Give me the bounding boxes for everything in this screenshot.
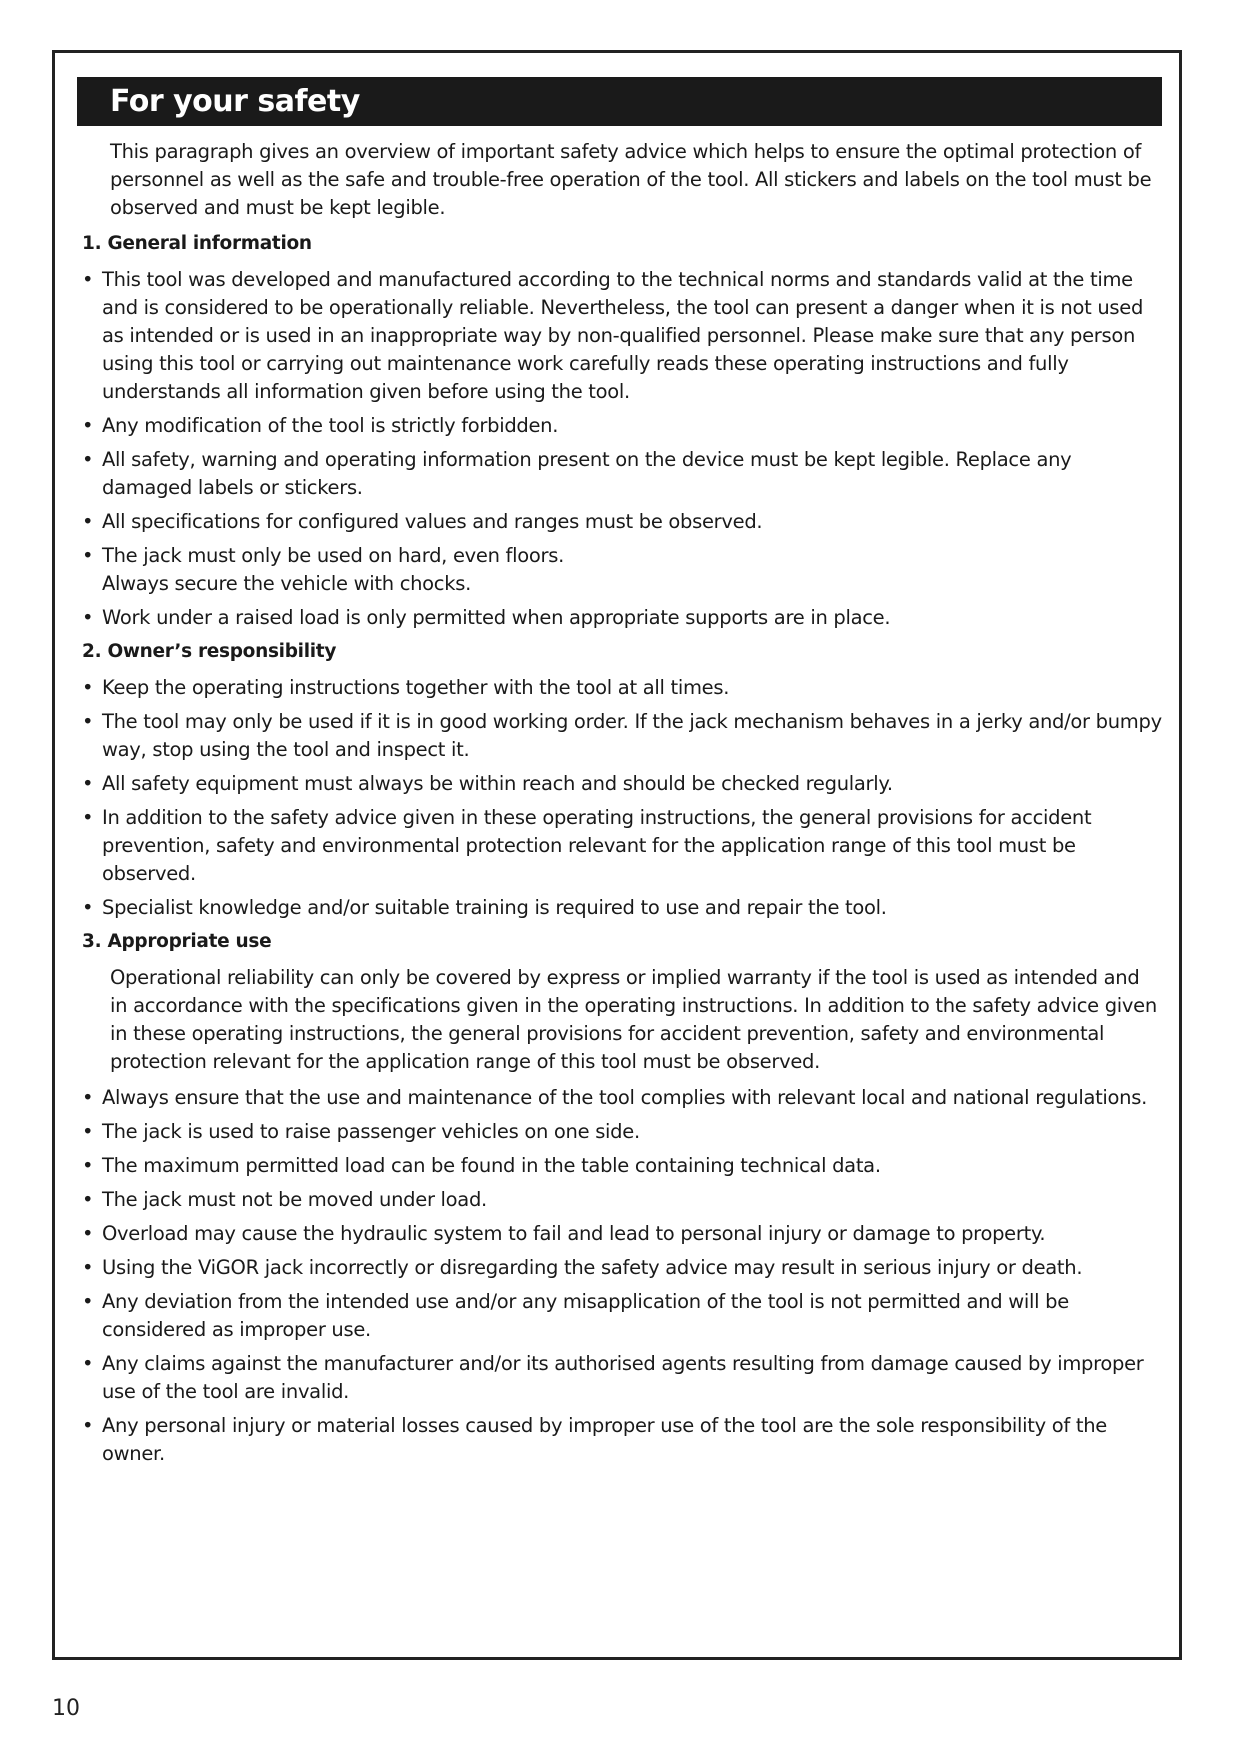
owners-responsibility-list (82, 674, 1162, 922)
list-item-text: The jack must only be used on hard, even floors. Always secure the vehicle with chocks. (102, 544, 564, 595)
list-item (82, 1152, 1162, 1180)
bullet-icon: • (82, 1414, 94, 1437)
list-item-text: All safety equipment must always be within reach and should be checked regularly. (102, 772, 893, 795)
document-body (82, 138, 1162, 1474)
list-item-text: Using the ViGOR jack incorrectly or disregarding the safety advice may result in serious injury or death. (102, 1256, 1083, 1279)
section-heading-appropriate-use: 3. Appropriate use (82, 931, 272, 952)
section-heading-owners-responsibility: 2. Owner’s responsibility (82, 641, 337, 662)
list-item (82, 266, 1162, 406)
intro-paragraph: This paragraph gives an overview of important safety advice which helps to ensure the optimal protection of personnel as well as the safe and trouble-free operation of the tool. All stickers and labels on the tool must be observed and must be kept legible. (110, 140, 1152, 219)
list-item-text: Work under a raised load is only permitted when appropriate supports are in place. (102, 606, 891, 629)
bullet-icon: • (82, 1188, 94, 1211)
bullet-icon: • (82, 1120, 94, 1143)
bullet-icon: • (82, 448, 94, 471)
list-item-text: Specialist knowledge and/or suitable training is required to use and repair the tool. (102, 896, 887, 919)
bullet-icon: • (82, 1222, 94, 1245)
bullet-icon: • (82, 414, 94, 437)
bullet-icon: • (82, 806, 94, 829)
list-item (82, 1254, 1162, 1282)
bullet-icon: • (82, 676, 94, 699)
bullet-icon: • (82, 1086, 94, 1109)
list-item-text: Any claims against the manufacturer and/or its authorised agents resulting from damage caused by improper use of the tool are invalid. (102, 1352, 1144, 1403)
list-item-text: In addition to the safety advice given in these operating instructions, the general provisions for accident prevention, safety and environmental protection relevant for the application range of this tool must be observed. (102, 806, 1092, 885)
list-item-text: All specifications for configured values and ranges must be observed. (102, 510, 763, 533)
bullet-icon: • (82, 772, 94, 795)
bullet-icon: • (82, 1154, 94, 1177)
bullet-icon: • (82, 1256, 94, 1279)
list-item-text: All safety, warning and operating information present on the device must be kept legible. Replace any damaged labels or stickers. (102, 448, 1072, 499)
list-item-text: The jack must not be moved under load. (102, 1188, 487, 1211)
appropriate-use-paragraph: Operational reliability can only be covered by express or implied warranty if the tool is used as intended and in accordance with the specifications given in the operating instructions. In addition to the safety advice given in these operating instructions, the general provisions for accident prevention, safety and environmental protection relevant for the application range of this tool must be observed. (110, 966, 1157, 1073)
list-item (82, 412, 1162, 440)
list-item (82, 1084, 1162, 1112)
list-item (82, 674, 1162, 702)
list-item-text: The maximum permitted load can be found in the table containing technical data. (102, 1154, 881, 1177)
list-item (82, 770, 1162, 798)
list-item (82, 804, 1162, 888)
bullet-icon: • (82, 710, 94, 733)
list-item (82, 894, 1162, 922)
bullet-icon: • (82, 896, 94, 919)
list-item-text: Overload may cause the hydraulic system to fail and lead to personal injury or damage to property. (102, 1222, 1046, 1245)
list-item (82, 1118, 1162, 1146)
section-title: For your safety (77, 77, 1162, 126)
list-item-text: Any personal injury or material losses caused by improper use of the tool are the sole responsibility of the owner. (102, 1414, 1107, 1465)
page-number: 10 (52, 1696, 80, 1721)
list-item-text: The jack is used to raise passenger vehicles on one side. (102, 1120, 640, 1143)
list-item-text: This tool was developed and manufactured according to the technical norms and standards valid at the time and is considered to be operationally reliable. Nevertheless, the tool can present a danger when it is not used as intended or is used in an inappropriate way by non-qualified personnel. Please make sure that any person using this tool or carrying out maintenance work carefully reads these operating instructions and fully understands all information given before using the tool. (102, 268, 1144, 403)
list-item (82, 508, 1162, 536)
list-item (82, 1186, 1162, 1214)
list-item (82, 1288, 1162, 1344)
list-item (82, 446, 1162, 502)
list-item (82, 1350, 1162, 1406)
list-item (82, 1220, 1162, 1248)
list-item-text: Always ensure that the use and maintenance of the tool complies with relevant local and national regulations. (102, 1086, 1147, 1109)
bullet-icon: • (82, 544, 94, 567)
list-item-text: The tool may only be used if it is in good working order. If the jack mechanism behaves in a jerky and/or bumpy way, stop using the tool and inspect it. (102, 710, 1162, 761)
general-information-list (82, 266, 1162, 632)
list-item (82, 542, 1162, 598)
list-item-text: Any deviation from the intended use and/or any misapplication of the tool is not permitted and will be considered as improper use. (102, 1290, 1069, 1341)
list-item (82, 604, 1162, 632)
bullet-icon: • (82, 268, 94, 291)
bullet-icon: • (82, 1290, 94, 1313)
list-item-text: Any modification of the tool is strictly forbidden. (102, 414, 559, 437)
appropriate-use-list (82, 1084, 1162, 1468)
bullet-icon: • (82, 606, 94, 629)
section-heading-general-information: 1. General information (82, 233, 312, 254)
list-item-text: Keep the operating instructions together with the tool at all times. (102, 676, 730, 699)
list-item (82, 708, 1162, 764)
bullet-icon: • (82, 510, 94, 533)
list-item (82, 1412, 1162, 1468)
bullet-icon: • (82, 1352, 94, 1375)
